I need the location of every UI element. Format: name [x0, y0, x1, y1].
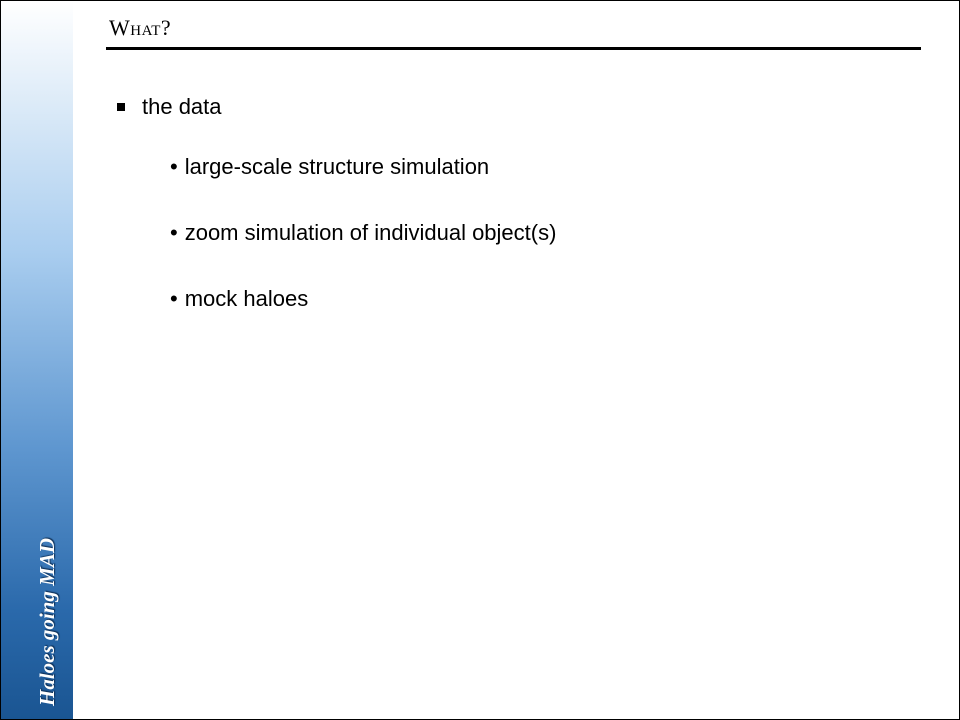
sub-bullet-text: zoom simulation of individual object(s) [184, 220, 557, 245]
bullet-dot-icon: • [170, 286, 178, 311]
sub-bullet-item [170, 153, 556, 219]
bullet-dot-icon: • [170, 220, 178, 245]
slide-title: What? [109, 15, 172, 40]
main-bullet [117, 94, 222, 120]
sidebar-title: Haloes going MAD [35, 537, 59, 706]
sub-bullet-list [170, 153, 556, 351]
title-underline [106, 47, 921, 50]
sub-bullet-text: large-scale structure simulation [184, 154, 490, 179]
square-bullet-icon [117, 103, 125, 111]
main-bullet-text: the data [142, 94, 222, 119]
sub-bullet-text: mock haloes [184, 286, 309, 311]
sub-bullet-item [170, 219, 556, 285]
bullet-dot-icon: • [170, 154, 178, 179]
sub-bullet-item [170, 285, 556, 351]
sidebar [1, 1, 73, 719]
